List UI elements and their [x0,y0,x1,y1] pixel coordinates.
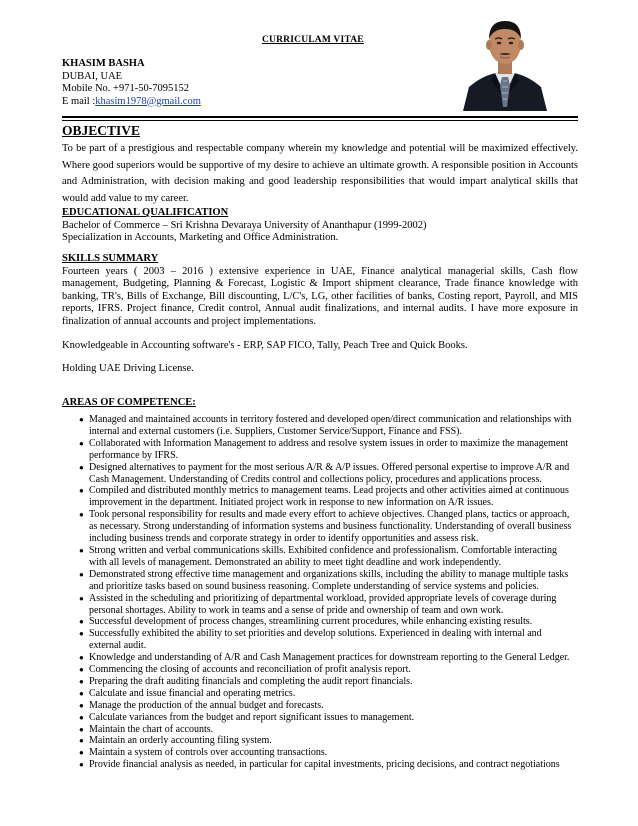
bullet-icon: ● [79,510,84,520]
contact-block [62,58,201,108]
list-item [79,414,575,438]
candidate-mobile: Mobile No. +971-50-7095152 [62,83,189,94]
list-item [79,711,575,724]
bullet-icon: ● [79,700,84,710]
bullet-icon: ● [79,462,84,472]
list-item [79,568,575,593]
list-item-text: Successfully exhibited the ability to set priorities and develop solutions. Experienced in dealing with internal and external audit. [89,628,542,652]
bullet-icon: ● [79,736,84,746]
list-item [79,592,575,617]
candidate-email-line [62,96,201,109]
bullet-icon: ● [79,569,84,579]
bullet-icon: ● [79,545,84,555]
list-item [79,616,575,628]
list-item-text: Calculate and issue financial and operating metrics. [89,687,296,699]
list-item-text: Strong written and verbal communications skills. Exhibited confidence and professionalism. Comfortable interacting with all levels of management. Demonstrated an ability to meet tight deadline and work independently. [89,544,557,568]
bullet-icon: ● [79,486,84,496]
list-item [79,628,575,652]
skills-heading: SKILLS SUMMARY [62,253,159,264]
list-item-text: Maintain a system of controls over accounting transactions. [89,747,328,759]
bullet-icon: ● [79,665,84,675]
list-item-text: Demonstrated strong effective time management and organizations skills, including the ability to manage multiple tasks and prioritize tasks based on sound business reasoning. Complete understanding of service systems and policies. [89,568,569,592]
competence-heading: AREAS OF COMPETENCE: [62,397,196,408]
list-item-text: Assisted in the scheduling and prioritizing of departmental workload, provided appropriate levels of coverage during personal shortages. Ability to work in teams and a sense of pride and ownership of team and own work. [89,592,557,616]
objective-heading: OBJECTIVE [62,123,141,138]
skills-summary-text: Fourteen years ( 2003 – 2016 ) extensive experience in UAE, Finance analytical managerial skills, Cash flow management, Budgeting, Planning & Forecast, Logistic & Import shipment clearance, Trade finance knowledge with banking, TR's, Bills of Exchange, Bill discounting, L/C's, LG, other facilities of banks, Costing report, Payroll, and MIS reports, IFRS. Project finance, Credit control, Annual audit finalizations, and internal audits. I have more exposure in finalization of annual accounts and project implementations. [62,265,578,327]
list-item [79,735,575,747]
bullet-icon: ● [79,724,84,734]
email-link[interactable]: khasim1978@gmail.com [95,95,201,107]
list-item [79,664,575,676]
education-section [62,207,578,245]
bullet-icon: ● [79,688,84,698]
list-item-text: Manage the production of the annual budget and forecasts. [89,699,324,711]
list-item-text: Preparing the draft auditing financials and completing the audit report financials. [89,675,413,687]
skills-section [62,253,578,376]
list-item-text: Took personal responsibility for results and made every effort to achieve objectives. Changed plans, tactics or approach, as necessary. Strong understanding of information systems and business functionality. Understanding of overall business including business trends and corporate strategy in order to identify opportunities and assess risk. [89,509,572,545]
portrait-illustration [455,11,555,111]
list-item-text: Provide financial analysis as needed, in particular for capital investments, pricing decisions, and contract negotiations [89,759,560,771]
bullet-icon: ● [79,629,84,639]
candidate-location: DUBAI, UAE [62,70,123,82]
bullet-icon: ● [79,748,84,758]
bullet-icon: ● [79,676,84,686]
objective-text: To be part of a prestigious and respectable company wherein my knowledge and potential will be maximized effectively. Where good superiors would be supportive of my desire to achieve an ultimate growth. A responsible position in Accounts and Administration, with decision making and good leadership responsibilities that would impart analytical skills that would add value to my career. [62,143,578,204]
list-item [79,687,575,700]
list-item-text: Compiled and distributed monthly metrics to management teams. Lead projects and other activities aimed at continuous improvement in the department. Initiated project work in response to new information on A/R issues. [89,485,569,509]
skills-software-text: Knowledgeable in Accounting software's - ERP, SAP FICO, Tally, Peach Tree and Quick Books. [62,339,468,351]
header-divider-thin [62,120,578,121]
competence-list [79,414,575,771]
document-title: CURRICULAM VITAE [262,35,364,45]
list-item [79,723,575,736]
list-item [79,759,575,771]
list-item [79,675,575,688]
bullet-icon: ● [79,415,84,424]
bullet-icon: ● [79,712,84,722]
list-item-text: Collaborated with Information Management to address and resolve system issues in order to maximize the management performance by IFRS. [89,437,569,461]
candidate-name: KHASIM BASHA [62,58,145,69]
list-item-text: Maintain the chart of accounts. [89,723,214,735]
education-specialization: Specialization in Accounts, Marketing and Office Administration. [62,232,339,244]
bullet-icon: ● [79,617,84,627]
header-divider-thick [62,116,578,118]
bullet-icon: ● [79,438,84,448]
list-item-text: Calculate variances from the budget and report significant issues to management. [89,711,415,723]
list-item [79,747,575,759]
education-degree: Bachelor of Commerce – Sri Krishna Devaraya University of Ananthapur (1999-2002) [62,219,427,231]
list-item [79,461,575,486]
skills-license-text: Holding UAE Driving License. [62,363,194,375]
list-item-text: Knowledge and understanding of A/R and Cash Management practices for downstream reporting to the General Ledger. [89,652,570,664]
email-label: E mail : [62,95,96,107]
list-item-text: Successful development of process changes, streamlining current procedures, while enhancing existing results. [89,616,533,628]
list-item [79,485,575,509]
list-item [79,699,575,712]
list-item [79,544,575,569]
list-item-text: Maintain an orderly accounting filing system. [89,735,272,747]
list-item [79,509,575,545]
education-heading: EDUCATIONAL QUALIFICATION [62,207,229,218]
list-item-text: Designed alternatives to payment for the most serious A/R & A/P issues. Offered personal expertise to improve A/R and Cash Management. Understanding of Credits control and collections policy, procedures and applications process. [89,461,570,485]
bullet-icon: ● [79,593,84,603]
list-item-text: Managed and maintained accounts in territory fostered and developed open/direct communication and relationships with internal and external customers (i.e. Suppliers, Customer Service/Support, Finance and FSS). [89,414,572,437]
list-item [79,652,575,664]
bullet-icon: ● [79,760,84,770]
bullet-icon: ● [79,653,84,663]
list-item [79,437,575,462]
portrait-photo [455,11,555,111]
list-item-text: Commencing the closing of accounts and reconciliation of profit analysis report. [89,664,411,676]
